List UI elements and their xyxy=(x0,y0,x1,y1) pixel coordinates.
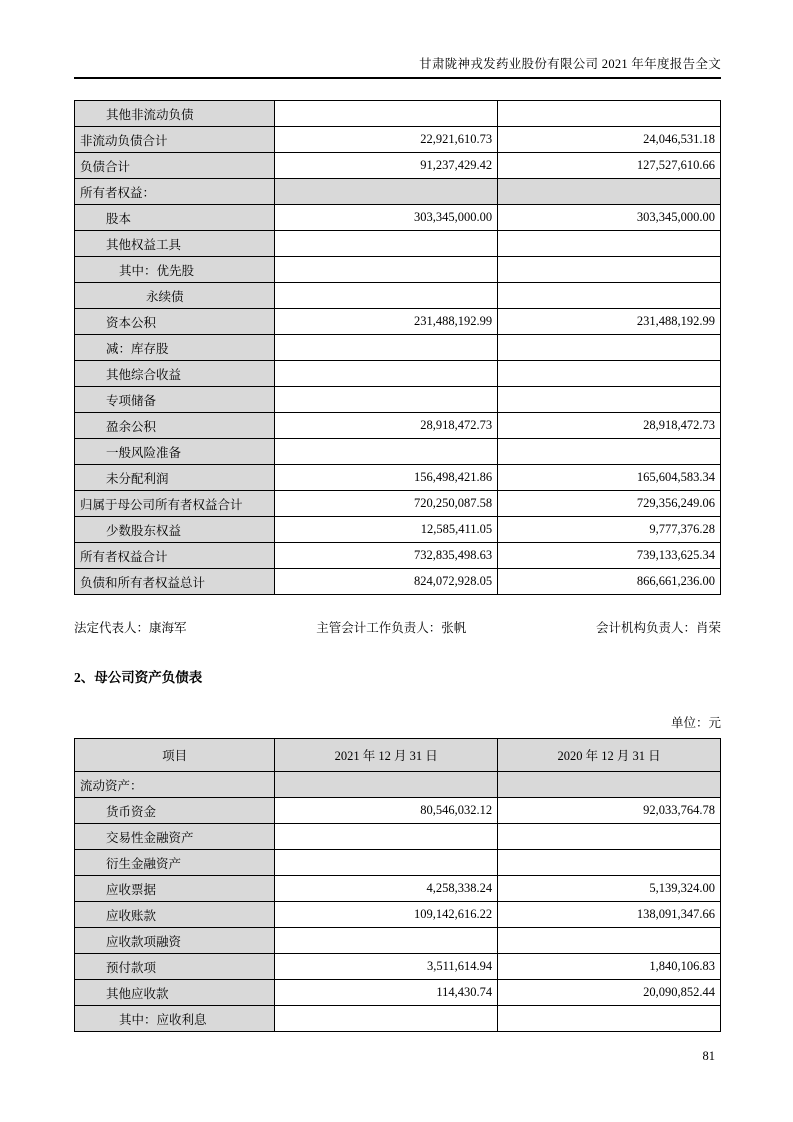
value-2021: 303,345,000.00 xyxy=(275,205,498,231)
value-2020: 1,840,106.83 xyxy=(498,954,721,980)
table-row xyxy=(75,127,721,153)
value-2021: 824,072,928.05 xyxy=(275,569,498,595)
row-label: 应收款项融资 xyxy=(75,928,275,954)
table-row xyxy=(75,798,721,824)
row-label: 交易性金融资产 xyxy=(75,824,275,850)
value-2021: 80,546,032.12 xyxy=(275,798,498,824)
value-2021 xyxy=(275,283,498,309)
row-label: 一般风险准备 xyxy=(75,439,275,465)
value-2021: 4,258,338.24 xyxy=(275,876,498,902)
table-row xyxy=(75,491,721,517)
row-label: 其中：优先股 xyxy=(75,257,275,283)
table-row xyxy=(75,824,721,850)
signature-line xyxy=(74,618,721,636)
value-2021 xyxy=(275,439,498,465)
value-2020 xyxy=(498,179,721,205)
table-row xyxy=(75,283,721,309)
table-row xyxy=(75,413,721,439)
page-number: 81 xyxy=(702,1049,715,1063)
table-row xyxy=(75,439,721,465)
value-2020: 739,133,625.34 xyxy=(498,543,721,569)
value-2021 xyxy=(275,257,498,283)
table-row xyxy=(75,772,721,798)
value-2020: 9,777,376.28 xyxy=(498,517,721,543)
value-2021: 91,237,429.42 xyxy=(275,153,498,179)
table-row xyxy=(75,465,721,491)
value-2020 xyxy=(498,439,721,465)
accounting-work-head-text: 主管会计工作负责人：张帆 xyxy=(316,621,467,635)
report-header-title: 甘肃陇神戎发药业股份有限公司 2021 年年度报告全文 xyxy=(419,57,721,71)
value-2021 xyxy=(275,101,498,127)
row-label: 其他权益工具 xyxy=(75,231,275,257)
table-row xyxy=(75,517,721,543)
table-header-row xyxy=(75,739,721,772)
row-label: 资本公积 xyxy=(75,309,275,335)
table-row xyxy=(75,101,721,127)
row-label: 减：库存股 xyxy=(75,335,275,361)
row-label: 货币资金 xyxy=(75,798,275,824)
section-title: 2、母公司资产负债表 xyxy=(74,670,203,685)
table-row xyxy=(75,257,721,283)
value-2020: 20,090,852.44 xyxy=(498,980,721,1006)
value-2021 xyxy=(275,928,498,954)
value-2021 xyxy=(275,361,498,387)
table-row xyxy=(75,1006,721,1032)
value-2020 xyxy=(498,850,721,876)
table-row xyxy=(75,850,721,876)
table-row xyxy=(75,231,721,257)
table2-header xyxy=(75,739,721,772)
value-2021 xyxy=(275,772,498,798)
consolidated-balance-sheet-continuation-table xyxy=(74,100,721,595)
row-label: 其中：应收利息 xyxy=(75,1006,275,1032)
row-label: 永续债 xyxy=(75,283,275,309)
value-2020: 729,356,249.06 xyxy=(498,491,721,517)
table-row xyxy=(75,543,721,569)
value-2020: 127,527,610.66 xyxy=(498,153,721,179)
value-2020: 5,139,324.00 xyxy=(498,876,721,902)
value-2020 xyxy=(498,283,721,309)
value-2020 xyxy=(498,928,721,954)
value-2020: 303,345,000.00 xyxy=(498,205,721,231)
value-2020 xyxy=(498,824,721,850)
accounting-org-head-text: 会计机构负责人：肖荣 xyxy=(595,621,721,635)
value-2020 xyxy=(498,772,721,798)
row-label: 流动资产： xyxy=(75,772,275,798)
row-label: 盈余公积 xyxy=(75,413,275,439)
value-2020 xyxy=(498,257,721,283)
value-2020 xyxy=(498,361,721,387)
value-2021: 12,585,411.05 xyxy=(275,517,498,543)
table-row xyxy=(75,179,721,205)
table-row xyxy=(75,954,721,980)
value-2020: 231,488,192.99 xyxy=(498,309,721,335)
row-label: 少数股东权益 xyxy=(75,517,275,543)
value-2021 xyxy=(275,179,498,205)
table-row xyxy=(75,153,721,179)
table-row xyxy=(75,876,721,902)
column-header-item: 项目 xyxy=(75,739,275,772)
value-2020: 24,046,531.18 xyxy=(498,127,721,153)
row-label: 负债合计 xyxy=(75,153,275,179)
value-2020: 92,033,764.78 xyxy=(498,798,721,824)
row-label: 其他综合收益 xyxy=(75,361,275,387)
value-2020: 28,918,472.73 xyxy=(498,413,721,439)
value-2021: 28,918,472.73 xyxy=(275,413,498,439)
value-2020: 866,661,236.00 xyxy=(498,569,721,595)
value-2021: 720,250,087.58 xyxy=(275,491,498,517)
parent-company-balance-sheet-table xyxy=(74,738,721,1032)
value-2020 xyxy=(498,387,721,413)
row-label: 非流动负债合计 xyxy=(75,127,275,153)
row-label: 衍生金融资产 xyxy=(75,850,275,876)
unit-label: 单位：元 xyxy=(670,716,721,730)
row-label: 应收账款 xyxy=(75,902,275,928)
table2-body xyxy=(75,772,721,1032)
value-2021 xyxy=(275,335,498,361)
table-row xyxy=(75,928,721,954)
row-label: 预付款项 xyxy=(75,954,275,980)
value-2021: 114,430.74 xyxy=(275,980,498,1006)
table-row xyxy=(75,361,721,387)
row-label: 归属于母公司所有者权益合计 xyxy=(75,491,275,517)
value-2020: 138,091,347.66 xyxy=(498,902,721,928)
table-row xyxy=(75,335,721,361)
column-header-2020-12-31: 2020 年 12 月 31 日 xyxy=(498,739,721,772)
value-2021: 109,142,616.22 xyxy=(275,902,498,928)
table-row xyxy=(75,309,721,335)
row-label: 未分配利润 xyxy=(75,465,275,491)
value-2020 xyxy=(498,1006,721,1032)
table-row xyxy=(75,902,721,928)
value-2021: 22,921,610.73 xyxy=(275,127,498,153)
value-2021: 231,488,192.99 xyxy=(275,309,498,335)
row-label: 其他非流动负债 xyxy=(75,101,275,127)
value-2021 xyxy=(275,850,498,876)
value-2021 xyxy=(275,387,498,413)
value-2021: 732,835,498.63 xyxy=(275,543,498,569)
value-2020: 165,604,583.34 xyxy=(498,465,721,491)
row-label: 应收票据 xyxy=(75,876,275,902)
value-2021 xyxy=(275,1006,498,1032)
page-header xyxy=(74,54,721,79)
table-row xyxy=(75,980,721,1006)
value-2021: 156,498,421.86 xyxy=(275,465,498,491)
row-label: 股本 xyxy=(75,205,275,231)
value-2020 xyxy=(498,335,721,361)
table-row xyxy=(75,569,721,595)
value-2020 xyxy=(498,101,721,127)
table1-body xyxy=(75,101,721,595)
row-label: 其他应收款 xyxy=(75,980,275,1006)
value-2021 xyxy=(275,231,498,257)
column-header-2021-12-31: 2021 年 12 月 31 日 xyxy=(275,739,498,772)
row-label: 负债和所有者权益总计 xyxy=(75,569,275,595)
legal-representative-text: 法定代表人：康海军 xyxy=(74,621,187,635)
table-row xyxy=(75,205,721,231)
value-2021: 3,511,614.94 xyxy=(275,954,498,980)
table-row xyxy=(75,387,721,413)
value-2020 xyxy=(498,231,721,257)
row-label: 专项储备 xyxy=(75,387,275,413)
value-2021 xyxy=(275,824,498,850)
row-label: 所有者权益： xyxy=(75,179,275,205)
row-label: 所有者权益合计 xyxy=(75,543,275,569)
